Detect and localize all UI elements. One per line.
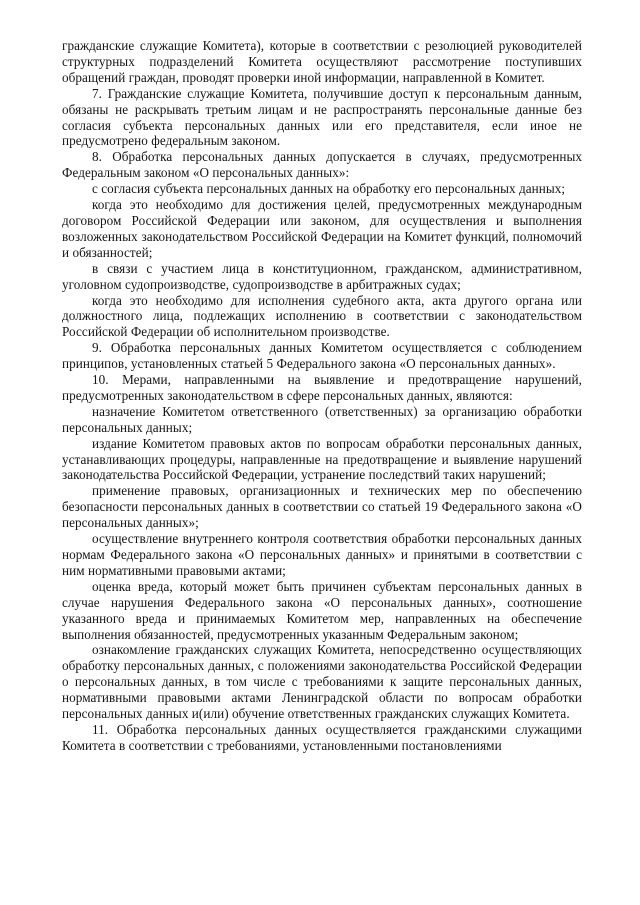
paragraph-9: 9. Обработка персональных данных Комитетом осуществляется с соблюдением принципов, установленных статьей 5 Федерального закона «О персональных данных».: [62, 340, 582, 372]
list-item-security-measures: применение правовых, организационных и технических мер по обеспечению безопасности персональных данных в соответствии со статьей 19 Федерального закона «О персональных данных»;: [62, 483, 582, 531]
list-item-familiarization: ознакомление гражданских служащих Комитета, непосредственно осуществляющих обработку персональных данных, с положениями законодательства Российской Федерации о персональных данных, в том числе с требованиями к защите персональных данных, нормативными правовыми актами Ленинградской области по вопросам обработки персональных данных и(или) обучение ответственных гражданских служащих Комитета.: [62, 642, 582, 722]
list-item-consent: с согласия субъекта персональных данных на обработку его персональных данных;: [92, 181, 566, 197]
list-item-internal-control: осуществление внутреннего контроля соответствия обработки персональных данных нормам Федерального закона «О персональных данных» и принятыми в соответствии с ним нормативными правовыми актами;: [62, 531, 582, 578]
list-item-responsible-person: назначение Комитетом ответственного (ответственных) за организацию обработки персональных данных;: [62, 403, 582, 435]
list-item-legal-proceedings: в связи с участием лица в конституционном, гражданском, административном, уголовном судопроизводстве, судопроизводстве в арбитражных судах;: [62, 260, 582, 292]
paragraph-8: 8. Обработка персональных данных допускается в случаях, предусмотренных Федеральным законом «О персональных данных»:: [62, 149, 582, 181]
list-item-harm-assessment: оценка вреда, который может быть причинен субъектам персональных данных в случае нарушения Федерального закона «О персональных данных», соотношение указанного вреда и принимаемых Комитетом мер, направленных на обеспечение выполнения обязанностей, предусмотренных указанным Федеральным законом;: [62, 578, 582, 642]
paragraph-11: 11. Обработка персональных данных осуществляется гражданскими служащими Комитета в соответствии с требованиями, установленными постановлениями: [62, 721, 582, 753]
list-item-legal-acts: издание Комитетом правовых актов по вопросам обработки персональных данных, устанавливающих процедуры, направленные на предотвращение и выявление нарушений законодательства Российской Федерации, устранение последствий таких нарушений;: [62, 435, 582, 483]
paragraph-continuation: гражданские служащие Комитета), которые в соответствии с резолюцией руководителей структурных подразделений Комитета осуществляют рассмотрение поступивших обращений граждан, проводят проверки иной информации, направленной в Комитет.: [62, 38, 582, 85]
list-item-court-act: когда это необходимо для исполнения судебного акта, акта другого органа или должностного лица, подлежащих исполнению в соответствии с законодательством Российской Федерации об исполнительном производстве.: [62, 292, 582, 340]
paragraph-7: 7. Гражданские служащие Комитета, получившие доступ к персональным данным, обязаны не раскрывать третьим лицам и не распространять персональные данные без согласия субъекта персональных данных или его представителя, если иное не предусмотрено федеральным законом.: [62, 85, 582, 149]
paragraph-10: 10. Мерами, направленными на выявление и предотвращение нарушений, предусмотренных законодательством в сфере персональных данных, являются:: [62, 372, 582, 403]
list-item-international-treaty: когда это необходимо для достижения целей, предусмотренных международным договором Российской Федерации или законом, для осуществления и выполнения возложенных законодательством Российской Федерации на Комитет функций, полномочий и обязанностей;: [62, 197, 582, 260]
